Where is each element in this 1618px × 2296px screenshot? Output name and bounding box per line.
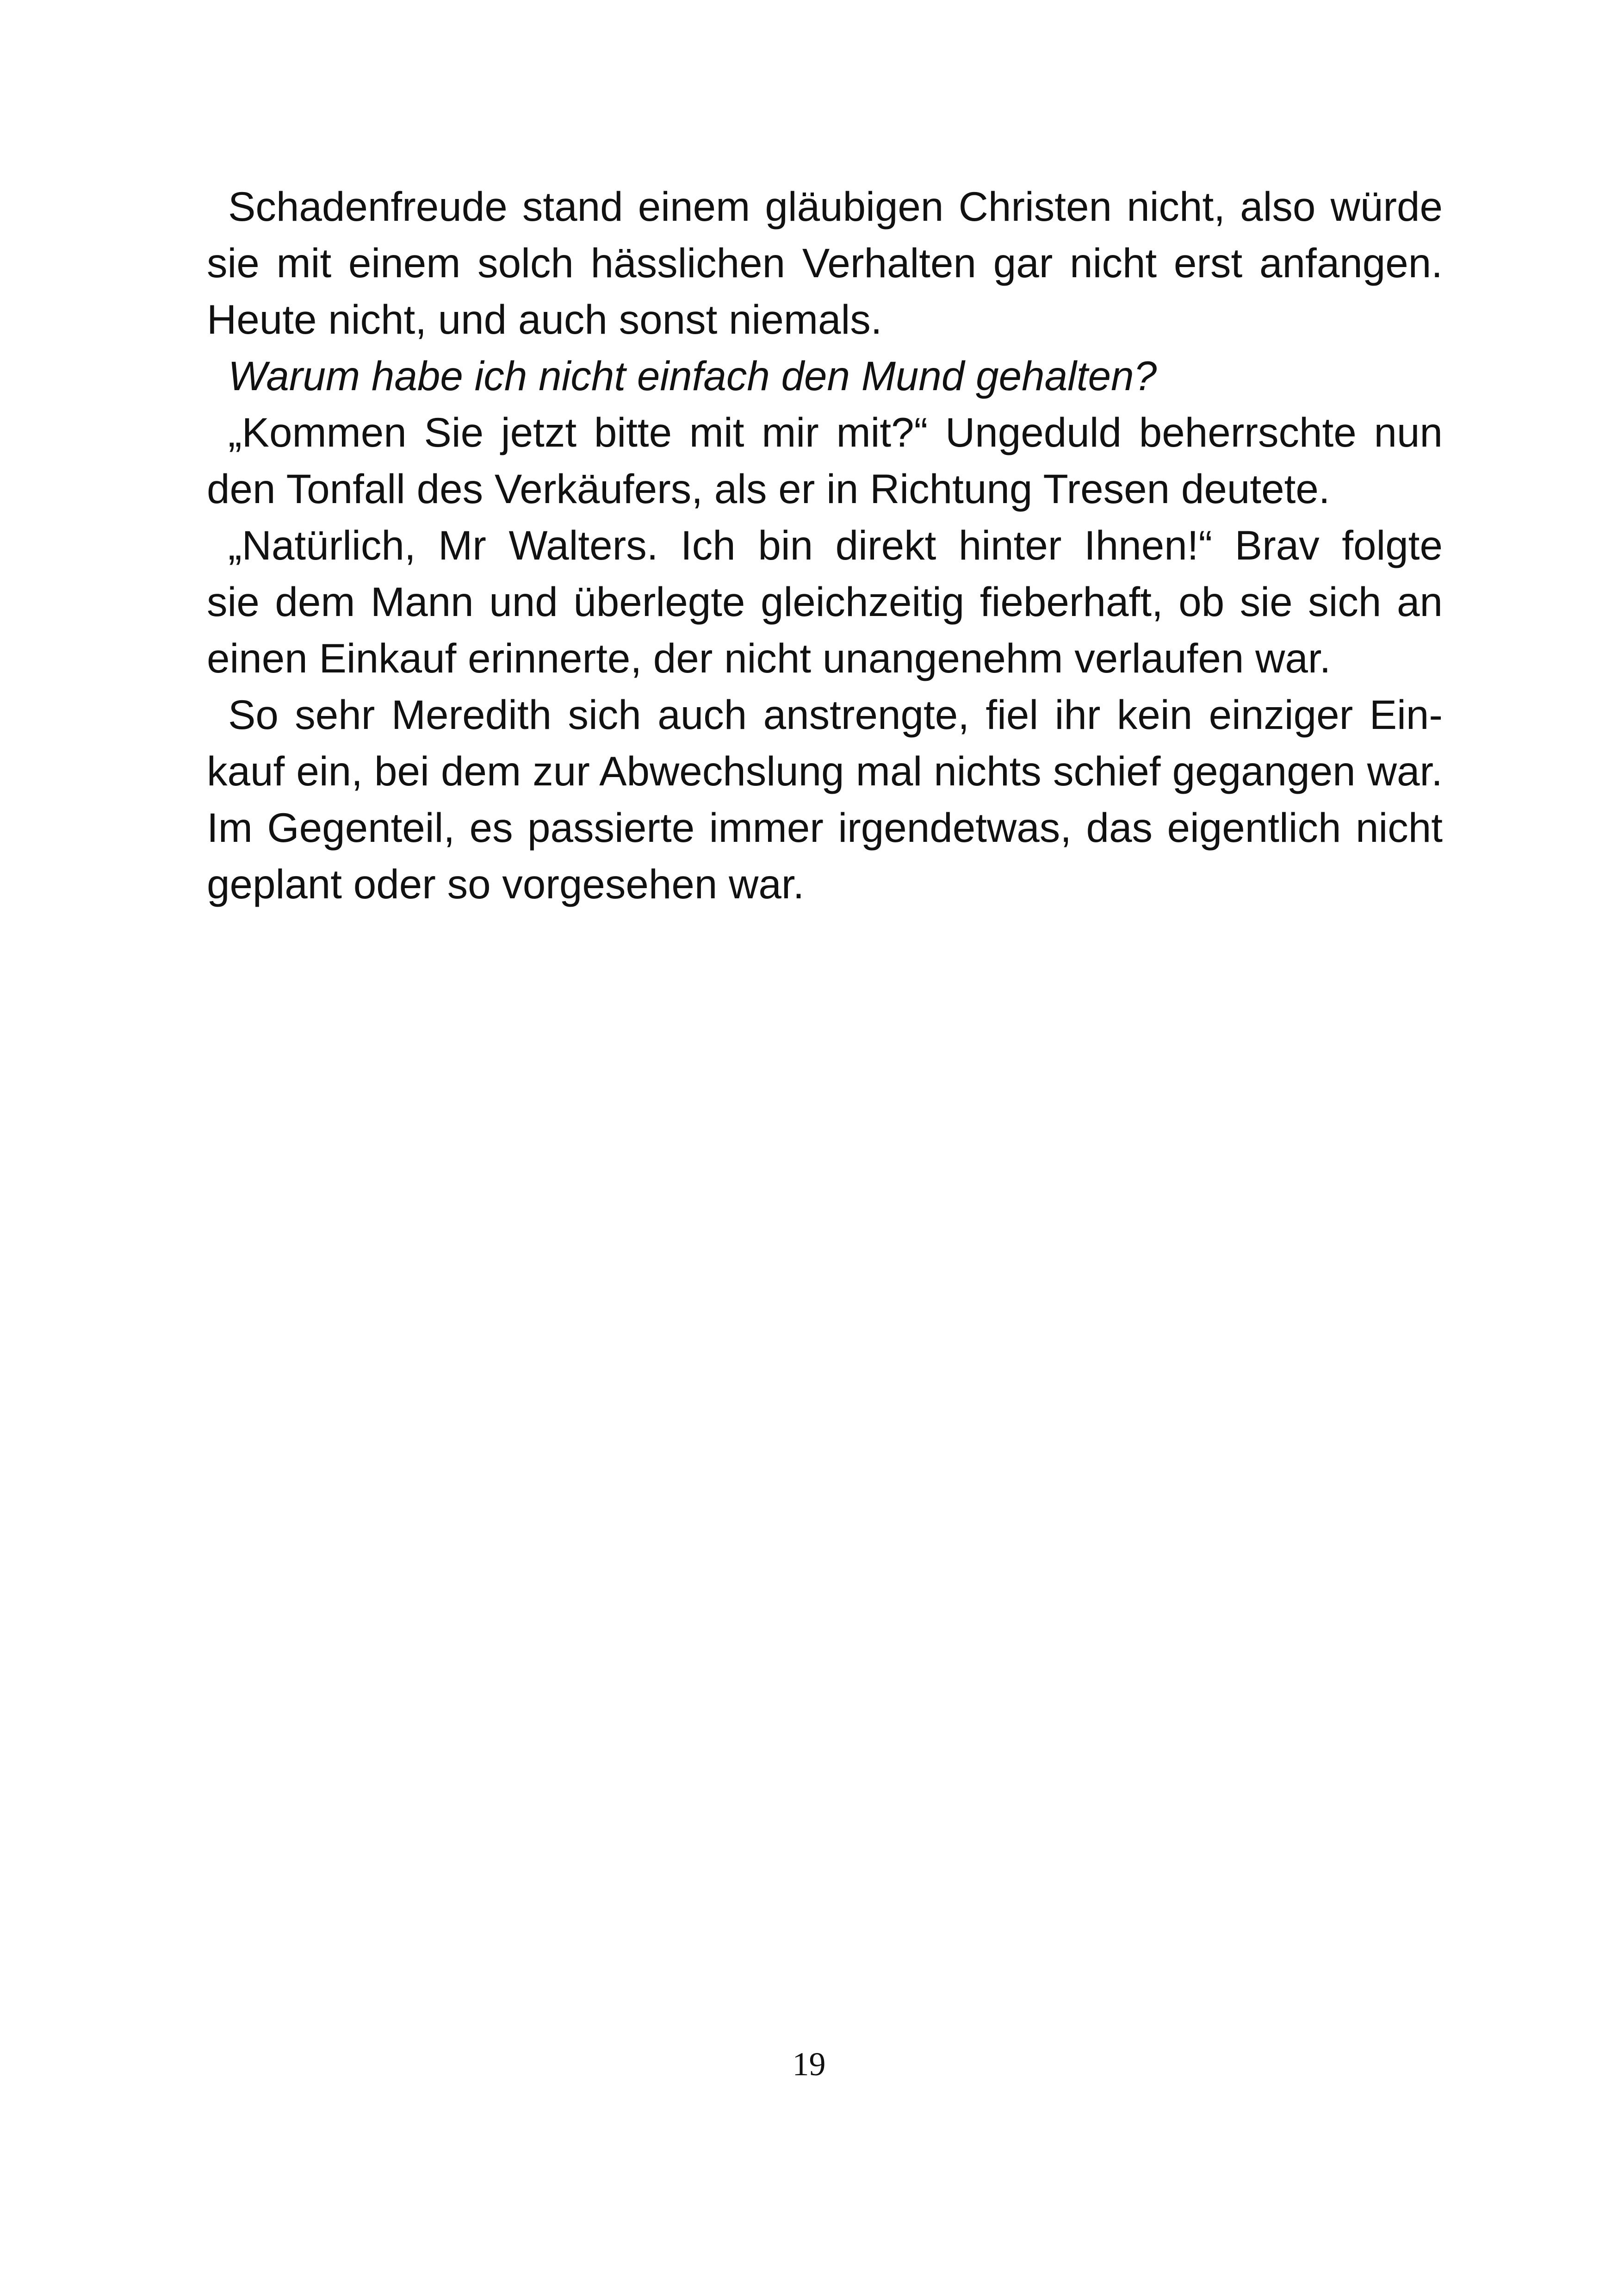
text-line: „Natürlich, Mr Walters. Ich bin direkt hinter Ihnen!“ Brav folgte [228,522,1443,568]
paragraph-4 [207,517,1443,686]
text-line: kauf ein, bei dem zur Abwechslung mal nichts schief gegangen war. [207,748,1443,794]
text-line: den Tonfall des Verkäufers, als er in Richtung Tresen deutete. [207,466,1330,512]
page-number: 19 [792,2046,826,2083]
text-line: sie dem Mann und überlegte gleichzeitig fieberhaft, ob sie sich an [207,579,1443,625]
text-line: Heute nicht, und auch sonst niemals. [207,296,882,342]
paragraph-3 [207,404,1443,517]
body-text [207,178,1443,912]
text-line: „Kommen Sie jetzt bitte mit mir mit?“ Ungeduld beherrschte nun [228,409,1443,455]
text-line: So sehr Meredith sich auch anstrengte, fiel ihr kein einziger Ein- [228,691,1443,738]
text-line: Schadenfreude stand einem gläubigen Christen nicht, also würde [228,183,1443,230]
text-line: sie mit einem solch hässlichen Verhalten gar nicht erst anfangen. [207,240,1443,286]
paragraph-1 [207,178,1443,348]
paragraph-5 [207,686,1443,912]
text-line: einen Einkauf erinnerte, der nicht unangenehm verlaufen war. [207,635,1331,681]
text-line: Warum habe ich nicht einfach den Mund gehalten? [228,353,1157,399]
text-line: Im Gegenteil, es passierte immer irgendetwas, das eigentlich nicht [207,804,1443,851]
paragraph-2-italic-thought [207,348,1443,404]
text-line: geplant oder so vorgesehen war. [207,861,805,907]
